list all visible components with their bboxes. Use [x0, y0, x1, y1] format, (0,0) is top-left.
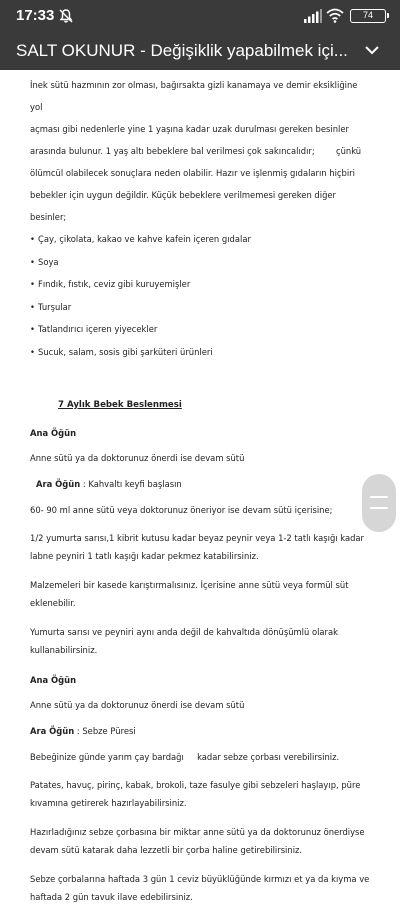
ana-ogun-heading: Ana Öğün	[30, 674, 77, 685]
paragraph: Anne sütü ya da doktorunuz önerdi ise devam sütü	[30, 699, 245, 710]
status-time: 17:33	[16, 7, 55, 24]
wifi-icon	[326, 8, 344, 23]
ara-ogun-label: Ara Öğün	[30, 725, 75, 736]
intro-paragraph	[30, 74, 370, 228]
ara-ogun-text: : Kahvaltı keyfi başlasın	[80, 478, 182, 489]
list-item: • Sucuk, salam, sosis gibi şarküteri ürünleri	[30, 341, 370, 364]
ara-ogun-line	[30, 724, 370, 739]
ara-ogun-text: : Sebze Püresi	[74, 725, 136, 736]
list-item: • Soya	[30, 251, 370, 274]
avoid-foods-list	[30, 228, 370, 364]
battery-level: 74	[362, 10, 373, 20]
chevron-down-icon[interactable]	[364, 44, 380, 56]
scroll-handle[interactable]	[362, 474, 396, 532]
list-item: • Turşular	[30, 296, 370, 319]
ana-ogun-heading: Ana Öğün	[30, 427, 77, 438]
paragraph: Hazırladığınız sebze çorbasına bir miktar anne sütü ya da doktorunuz önerdiyse devam sütü katarak daha lezzetli bir çorba haline getirebilirsiniz.	[30, 826, 365, 855]
grip-line	[370, 496, 388, 498]
paragraph: Malzemeleri bir kasede karıştırmalısınız. İçerisine anne sütü veya formül süt eklenebilir.	[30, 579, 349, 608]
cellular-signal-icon	[304, 9, 322, 23]
document-title: SALT OKUNUR - Değişiklik yapabilmek içi...	[16, 41, 348, 60]
intro-line: besinler;	[30, 212, 67, 222]
paragraph: 60- 90 ml anne sütü veya doktorunuz öneriyor ise devam sütü içerisine;	[30, 504, 333, 515]
intro-line: bebekler için uygun değildir. Küçük bebeklere verilmemesi gereken diğer	[30, 190, 336, 200]
list-item: • Tatlandırıcı içeren yiyecekler	[30, 318, 370, 341]
grip-line	[370, 507, 388, 509]
intro-line: İnek sütü hazmının zor olması, bağırsakta gizli kanamaya ve demir eksikliğine yol	[30, 80, 358, 112]
paragraph: 1/2 yumurta sarısı,1 kibrit kutusu kadar beyaz peynir veya 1-2 tatlı kaşığı kadar labne peyniri 1 tatlı kaşığı kadar pekmez katabilirsiniz.	[30, 532, 364, 561]
paragraph: Yumurta sarısı ve peyniri aynı anda değil de kahvaltıda dönüşümlü olarak kullanabilirsiniz.	[30, 626, 338, 655]
paragraph: Sebze çorbalarına haftada 3 gün 1 ceviz büyüklüğünde kırmızı et ya da kıyma ve haftada 2 gün tavuk ilave edebilirsiniz.	[30, 873, 370, 902]
battery-icon	[350, 9, 386, 23]
title-bar	[0, 32, 400, 70]
list-item: • Fındık, fıstık, ceviz gibi kuruyemişler	[30, 273, 370, 296]
list-item: • Çay, çikolata, kakao ve kahve kafein içeren gıdalar	[30, 228, 370, 251]
ara-ogun-line	[30, 477, 370, 492]
intro-line: arasında bulunur. 1 yaş altı bebeklere bal verilmesi çok sakıncalıdır; çünkü	[30, 146, 362, 156]
notifications-muted-icon	[58, 8, 74, 24]
status-bar	[0, 0, 400, 32]
paragraph: Anne sütü ya da doktorunuz önerdi ise devam sütü	[30, 452, 245, 463]
document-content	[30, 74, 370, 906]
intro-line: ölümcül olabilecek sonuçlara neden olabilir. Hazır ve işlenmiş gıdaların hiçbiri	[30, 168, 355, 178]
document-view[interactable]	[0, 70, 400, 902]
paragraph: Patates, havuç, pirinç, kabak, brokoli, taze fasulye gibi sebzeleri haşlayıp, püre kıvamına getirerek hazırlayabilirsiniz.	[30, 779, 361, 808]
paragraph: Bebeğinize günde yarım çay bardağı kadar sebze çorbası verebilirsiniz.	[30, 751, 340, 762]
ara-ogun-label: Ara Öğün	[36, 478, 81, 489]
section-heading: 7 Aylık Bebek Beslenmesi	[58, 399, 182, 410]
intro-line: açması gibi nedenlerle yine 1 yaşına kadar uzak durulması gereken besinler	[30, 124, 349, 134]
